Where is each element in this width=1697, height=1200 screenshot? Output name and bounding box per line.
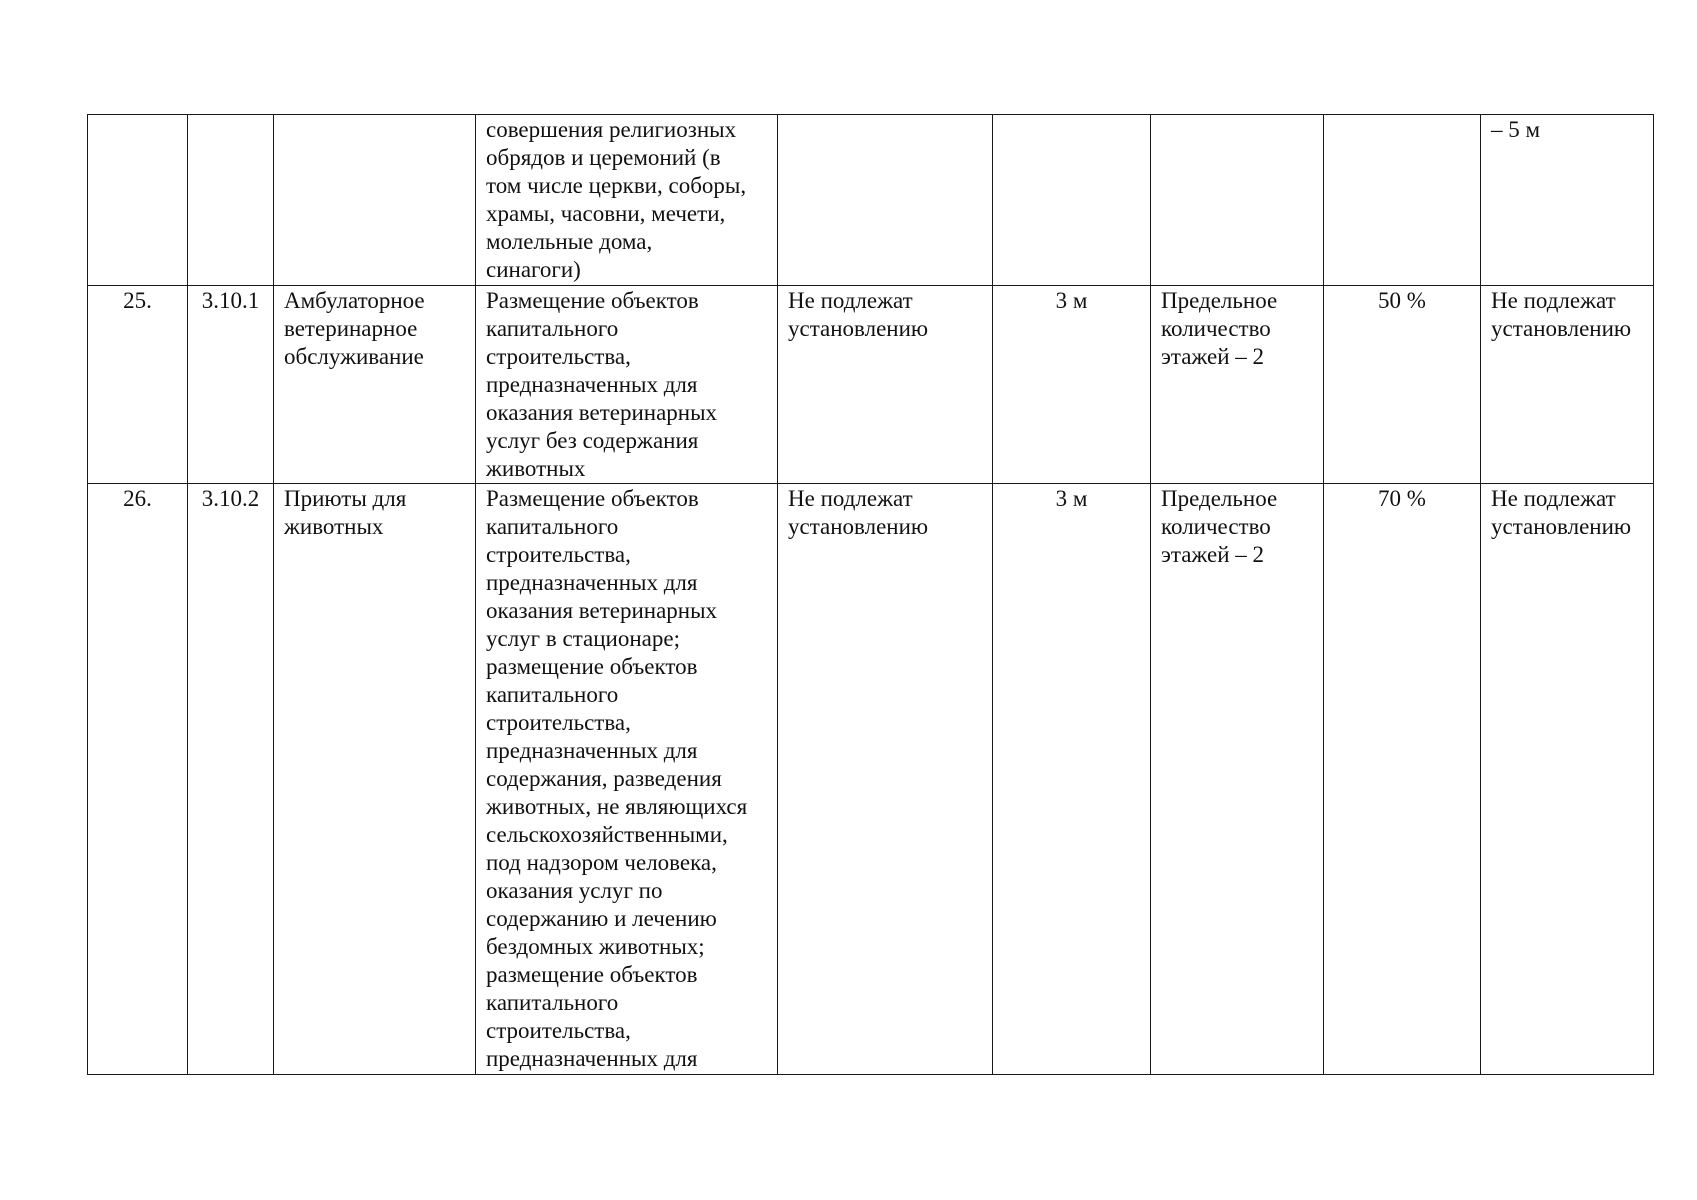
use-code: 3.10.2	[188, 484, 274, 1075]
min-area-cell: Не подлежат установлению	[778, 484, 993, 1075]
use-name: Приюты для животных	[274, 484, 476, 1075]
table-row	[88, 286, 1654, 484]
min-area-cell: Не подлежат установлению	[778, 286, 993, 484]
row-number	[88, 115, 188, 286]
coverage-cell	[1324, 115, 1481, 286]
use-description: Размещение объектов капитального строительства, предназначенных для оказания ветеринарных услуг в стационаре; размещение объектов капитального строительства, предназначенных для содержания, разведения животных, не являющихся сельскохозяйственными, под надзором человека, оказания услуг по содержанию и лечению бездомных животных; размещение объектов капитального строительства, предназначенных для	[476, 484, 778, 1075]
floors-cell	[1151, 115, 1324, 286]
setback-cell: 3 м	[993, 484, 1151, 1075]
row-number: 25.	[88, 286, 188, 484]
setback-cell: 3 м	[993, 286, 1151, 484]
use-code: 3.10.1	[188, 286, 274, 484]
coverage-cell: 70 %	[1324, 484, 1481, 1075]
height-cell: Не подлежат установлению	[1481, 484, 1654, 1075]
use-code	[188, 115, 274, 286]
use-description: совершения религиозных обрядов и церемоний (в том числе церкви, соборы, храмы, часовни, мечети, молельные дома, синагоги)	[476, 115, 778, 286]
min-area-cell	[778, 115, 993, 286]
height-cell: – 5 м	[1481, 115, 1654, 286]
floors-cell: Предельное количество этажей – 2	[1151, 286, 1324, 484]
table-row	[88, 115, 1654, 286]
floors-cell: Предельное количество этажей – 2	[1151, 484, 1324, 1075]
row-number: 26.	[88, 484, 188, 1075]
use-description: Размещение объектов капитального строительства, предназначенных для оказания ветеринарных услуг без содержания животных	[476, 286, 778, 484]
use-name: Амбулаторное ветеринарное обслуживание	[274, 286, 476, 484]
table-row	[88, 484, 1654, 1075]
setback-cell	[993, 115, 1151, 286]
use-name	[274, 115, 476, 286]
regulations-table	[87, 114, 1654, 1075]
height-cell: Не подлежат установлению	[1481, 286, 1654, 484]
coverage-cell: 50 %	[1324, 286, 1481, 484]
